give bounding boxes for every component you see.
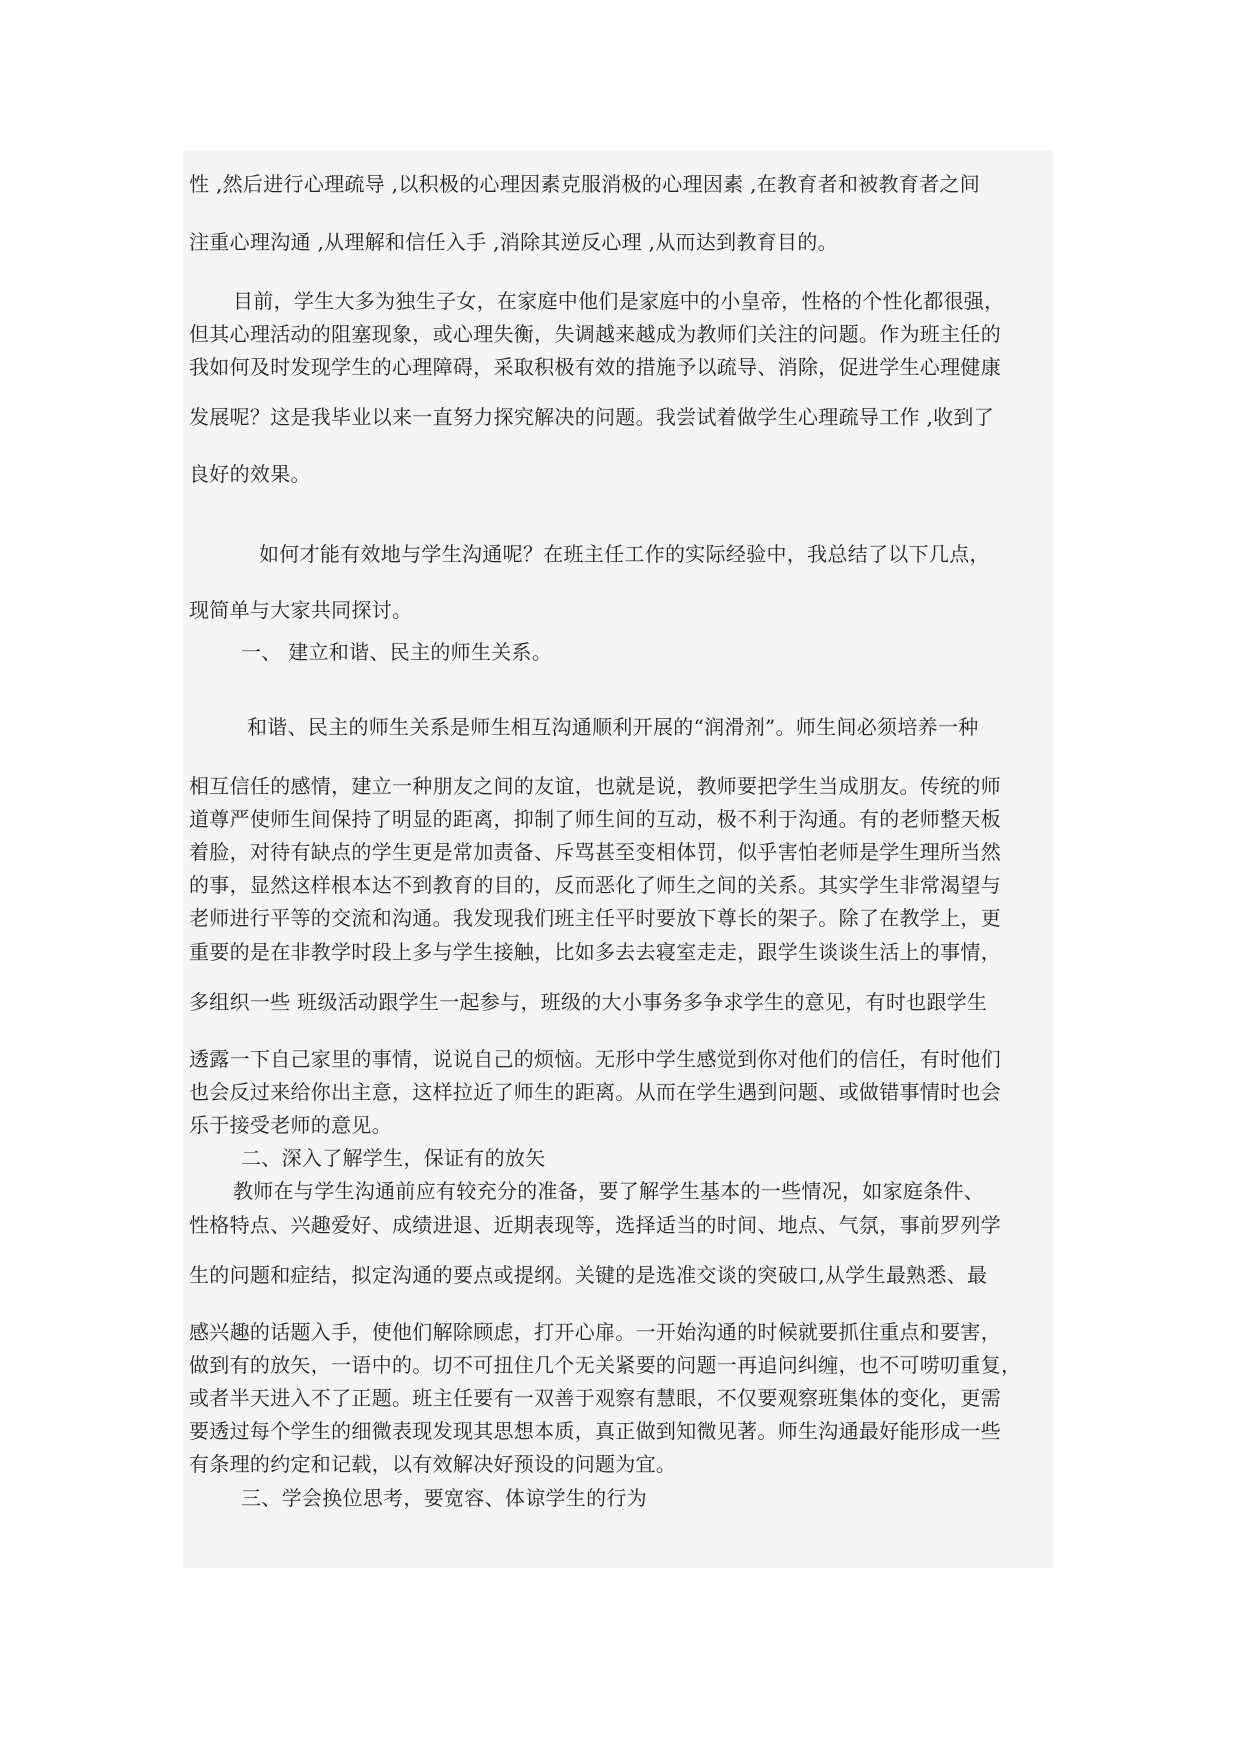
text-line: 现简单与大家共同探讨。	[189, 598, 413, 622]
text-line: 着脸，对待有缺点的学生更是常加责备、斥骂甚至变相体罚，似乎害怕老师是学生理所当然	[189, 840, 1001, 864]
section-heading: 三、学会换位思考，要宽容、体谅学生的行为	[241, 1486, 647, 1510]
text-line: 做到有的放矢，一语中的。切不可扭住几个无关紧要的问题一再追问纠缠，也不可唠叨重复，	[189, 1353, 1022, 1377]
text-line: 和谐、民主的师生关系是师生相互沟通顺利开展的“润滑剂”。师生间必须培养一种	[247, 715, 979, 739]
text-line: 的事，显然这样根本达不到教育的目的，反而恶化了师生之间的关系。其实学生非常渴望与	[189, 873, 1001, 897]
text-line: 乐于接受老师的意见。	[189, 1113, 392, 1137]
text-line: 也会反过来给你出主意，这样拉近了师生的距离。从而在学生遇到问题、或做错事情时也会	[189, 1080, 1001, 1104]
text-line: 良好的效果。	[189, 462, 311, 486]
text-line: 目前，学生大多为独生子女，在家庭中他们是家庭中的小皇帝，性格的个性化都很强，	[233, 289, 1005, 313]
text-line: 透露一下自己家里的事情，说说自己的烦恼。无形中学生感觉到你对他们的信任，有时他们	[189, 1047, 1001, 1071]
text-line: 性格特点、兴趣爱好、成绩进退、近期表现等，选择适当的时间、地点、气氛，事前罗列学	[189, 1213, 1001, 1237]
text-line: 或者半天进入不了正题。班主任要有一双善于观察有慧眼，不仅要观察班集体的变化，更需	[189, 1386, 1001, 1410]
text-line: 但其心理活动的阻塞现象，或心理失衡，失调越来越成为教师们关注的问题。作为班主任的	[189, 322, 1001, 346]
text-line: 性 ,然后进行心理疏导 ,以积极的心理因素克服消极的心理因素 ,在教育者和被教育者之间	[189, 172, 981, 196]
text-line: 相互信任的感情，建立一种朋友之间的友谊，也就是说，教师要把学生当成朋友。传统的师	[189, 774, 1001, 798]
text-line: 注重心理沟通 ,从理解和信任入手 ,消除其逆反心理 ,从而达到教育目的。	[189, 230, 838, 254]
text-line: 教师在与学生沟通前应有较充分的准备，要了解学生基本的一些情况，如家庭条件、	[233, 1179, 985, 1203]
text-line: 发展呢？这是我毕业以来一直努力探究解决的问题。我尝试着做学生心理疏导工作 ,收到了	[189, 405, 995, 429]
document-page	[183, 150, 1053, 1568]
text-line: 多组织一些 班级活动跟学生一起参与，班级的大小事务多争求学生的意见，有时也跟学生	[189, 990, 988, 1014]
text-line: 我如何及时发现学生的心理障碍，采取积极有效的措施予以疏导、消除，促进学生心理健康	[189, 355, 1001, 379]
text-line: 道尊严使师生间保持了明显的距离，抑制了师生间的互动，极不利于沟通。有的老师整天板	[189, 807, 1001, 831]
section-heading: 一、 建立和谐、民主的师生关系。	[241, 640, 553, 664]
section-heading: 二、深入了解学生，保证有的放矢	[241, 1146, 546, 1170]
text-line: 有条理的约定和记载，以有效解决好预设的问题为宜。	[189, 1452, 677, 1476]
text-line: 生的问题和症结，拟定沟通的要点或提纲。关键的是选准交谈的突破口,从学生最熟悉、最	[189, 1263, 988, 1287]
text-line: 如何才能有效地与学生沟通呢？在班主任工作的实际经验中，我总结了以下几点，	[259, 542, 990, 566]
text-line: 老师进行平等的交流和沟通。我发现我们班主任平时要放下尊长的架子。除了在教学上，更	[189, 906, 1001, 930]
text-line: 感兴趣的话题入手，使他们解除顾虑，打开心扉。一开始沟通的时候就要抓住重点和要害，	[189, 1320, 1001, 1344]
text-line: 重要的是在非教学时段上多与学生接触，比如多去去寝室走走，跟学生谈谈生活上的事情，	[189, 940, 1001, 964]
text-line: 要透过每个学生的细微表现发现其思想本质，真正做到知微见著。师生沟通最好能形成一些	[189, 1419, 1001, 1443]
